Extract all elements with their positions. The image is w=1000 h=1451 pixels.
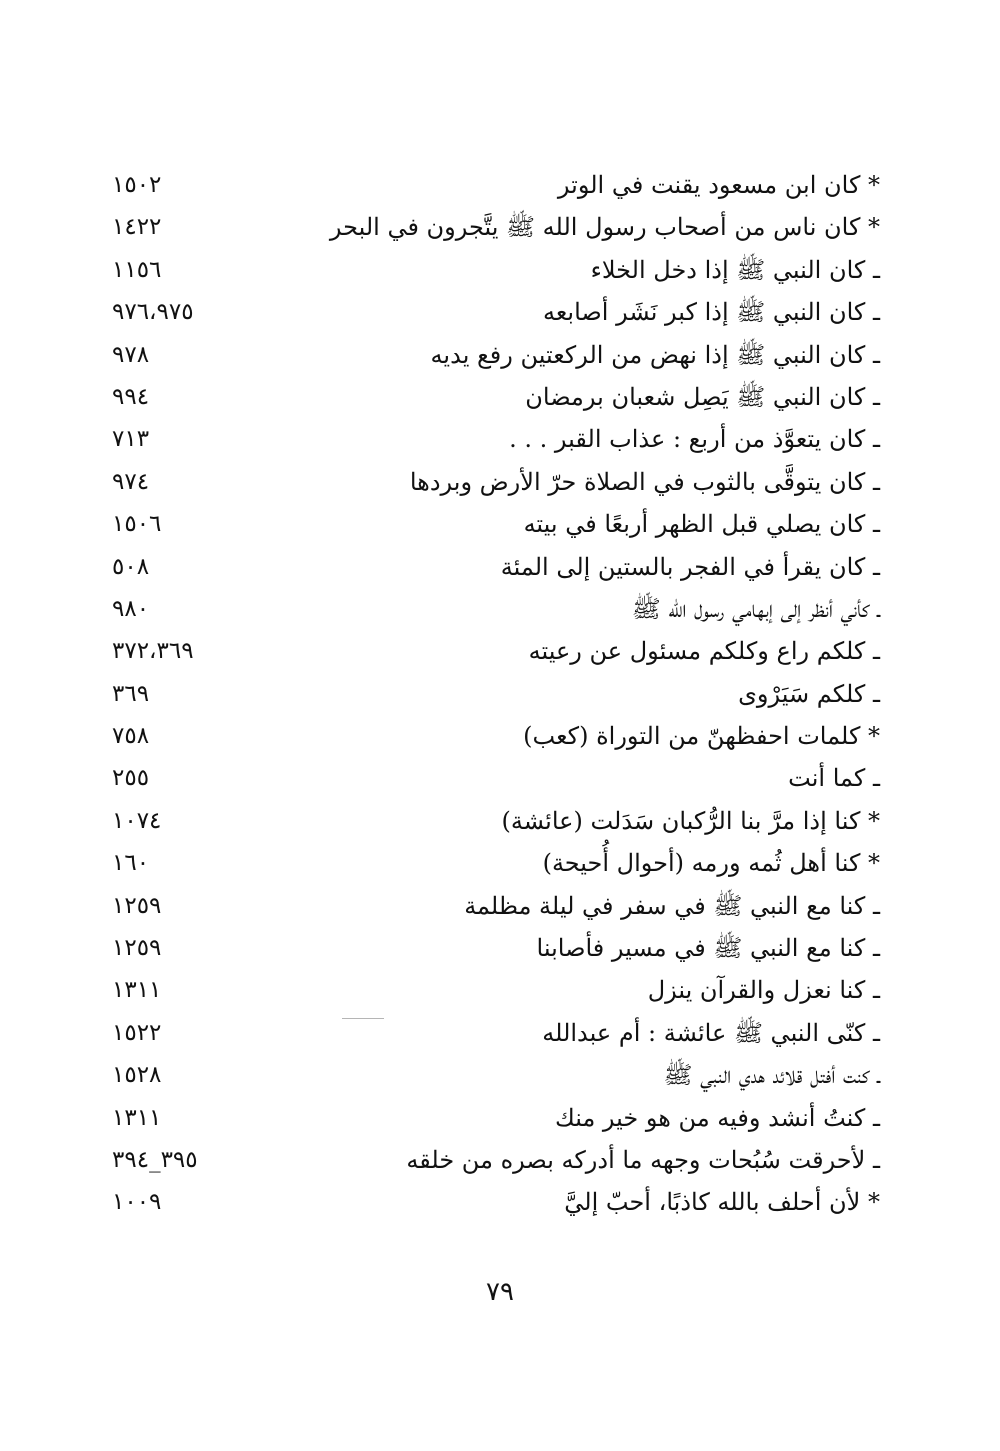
index-entry xyxy=(100,588,880,630)
entry-reference-number: ١٣١١ xyxy=(112,977,162,1004)
entry-text: ـ كنّى النبي ﷺ عائشة : أم عبدالله xyxy=(542,1018,880,1047)
entry-reference-number: ٣٩٥_٣٩٤ xyxy=(112,1146,198,1173)
entry-reference-number: ٧٥٨ xyxy=(112,723,150,750)
hadith-index-list xyxy=(100,164,880,1224)
entry-text: ـ كان النبي ﷺ إذا نهض من الركعتين رفع يديه xyxy=(430,340,880,369)
entry-text: ـ كان النبي ﷺ إذا كبر نَشَر أصابعه xyxy=(542,298,880,327)
page-number: ٧٩ xyxy=(486,1277,514,1307)
entry-reference-number: ١٤٢٢ xyxy=(112,214,162,241)
entry-reference-number: ٩٨٠ xyxy=(112,595,150,622)
entry-reference-number: ٩٧٨ xyxy=(112,341,150,368)
index-entry xyxy=(100,673,880,715)
index-entry xyxy=(100,334,880,376)
entry-text: ـ كان يتوقَّى بالثوب في الصلاة حرّ الأرض وبردها xyxy=(409,467,880,496)
entry-text: ـ كان النبي ﷺ يَصِل شعبان برمضان xyxy=(525,382,880,411)
entry-text: * كلمات احفظهنّ من التوراة (كعب) xyxy=(523,722,880,751)
entry-text: ـ كأني أنظر إلى إبهامي رسول الله ﷺ xyxy=(631,594,880,623)
entry-text: ـ كما أنت xyxy=(788,764,880,793)
index-entry xyxy=(100,418,880,460)
index-entry xyxy=(100,503,880,545)
index-entry xyxy=(100,1097,880,1139)
index-entry xyxy=(100,842,880,884)
index-entry xyxy=(100,800,880,842)
entry-text: * كنا إذا مرَّ بنا الرُّكبان سَدَلت (عائشة) xyxy=(501,806,880,835)
entry-reference-number: ١٥٢٢ xyxy=(112,1019,162,1046)
stray-line-mark xyxy=(342,1018,384,1019)
entry-reference-number: ٥٠٨ xyxy=(112,553,150,580)
entry-text: * لأن أحلف بالله كاذبًا، أحبّ إليَّ xyxy=(564,1188,880,1217)
entry-reference-number: ٣٧٢،٣٦٩ xyxy=(112,638,194,665)
entry-reference-number: ١٠٧٤ xyxy=(112,807,162,834)
entry-text: ـ كنا مع النبي ﷺ في سفر في ليلة مظلمة xyxy=(464,891,880,920)
index-entry xyxy=(100,1054,880,1096)
entry-text: ـ كنا نعزل والقرآن ينزل xyxy=(647,976,880,1005)
entry-text: ـ كان يتعوَّذ من أربع : عذاب القبر . . . xyxy=(509,425,880,454)
index-entry xyxy=(100,969,880,1011)
entry-text: ـ كان يقرأ في الفجر بالستين إلى المئة xyxy=(500,552,880,581)
index-entry xyxy=(100,1181,880,1223)
entry-text: ـ كلكم سَيَرْوى xyxy=(738,679,880,708)
entry-reference-number: ١١٥٦ xyxy=(112,256,162,283)
index-entry xyxy=(100,715,880,757)
entry-text: ـ كنا مع النبي ﷺ في مسير فأصابنا xyxy=(536,934,880,963)
entry-text: * كنا أهل ثُمه ورمه (أحوال أُحيحة) xyxy=(542,849,880,878)
entry-reference-number: ١٥٠٢ xyxy=(112,172,162,198)
index-entry xyxy=(100,885,880,927)
index-entry xyxy=(100,1139,880,1181)
index-entry xyxy=(100,546,880,588)
entry-reference-number: ١٠٠٩ xyxy=(112,1189,162,1216)
entry-text: ـ كلكم راع وكلكم مسئول عن رعيته xyxy=(528,637,880,666)
entry-reference-number: ٩٧٦،٩٧٥ xyxy=(112,299,194,326)
index-entry xyxy=(100,291,880,333)
entry-reference-number: ٩٧٤ xyxy=(112,468,150,495)
entry-text: ـ كان النبي ﷺ إذا دخل الخلاء xyxy=(590,255,880,284)
entry-reference-number: ١٦٠ xyxy=(112,850,150,877)
entry-text: * كان ابن مسعود يقنت في الوتر xyxy=(557,171,880,199)
entry-reference-number: ١٢٥٩ xyxy=(112,935,162,962)
entry-text: ـ لأحرقت سُبُحات وجهه ما أدركه بصره من خلقه xyxy=(406,1145,880,1174)
index-entry xyxy=(100,757,880,799)
entry-text: ـ كان يصلي قبل الظهر أربعًا في بيته xyxy=(523,510,880,539)
entry-reference-number: ٩٩٤ xyxy=(112,383,150,410)
entry-text: ـ كنتُ أنشد وفيه من هو خير منك xyxy=(554,1103,880,1132)
entry-text: ـ كنت أفتل قلائد هدي النبي ﷺ xyxy=(663,1061,880,1090)
entry-reference-number: ٣٦٩ xyxy=(112,680,150,707)
index-entry xyxy=(100,461,880,503)
entry-reference-number: ١٥٠٦ xyxy=(112,511,162,538)
index-entry xyxy=(100,249,880,291)
index-entry xyxy=(100,927,880,969)
entry-reference-number: ١٥٢٨ xyxy=(112,1062,162,1089)
index-entry xyxy=(100,630,880,672)
index-entry xyxy=(100,206,880,248)
entry-reference-number: ١٣١١ xyxy=(112,1104,162,1131)
index-entry xyxy=(100,164,880,206)
index-entry xyxy=(100,376,880,418)
entry-reference-number: ١٢٥٩ xyxy=(112,892,162,919)
index-entry xyxy=(100,1012,880,1054)
entry-text: * كان ناس من أصحاب رسول الله ﷺ يتَّجرون في البحر xyxy=(329,213,880,242)
entry-reference-number: ٧١٣ xyxy=(112,426,150,453)
entry-reference-number: ٢٥٥ xyxy=(112,765,150,792)
